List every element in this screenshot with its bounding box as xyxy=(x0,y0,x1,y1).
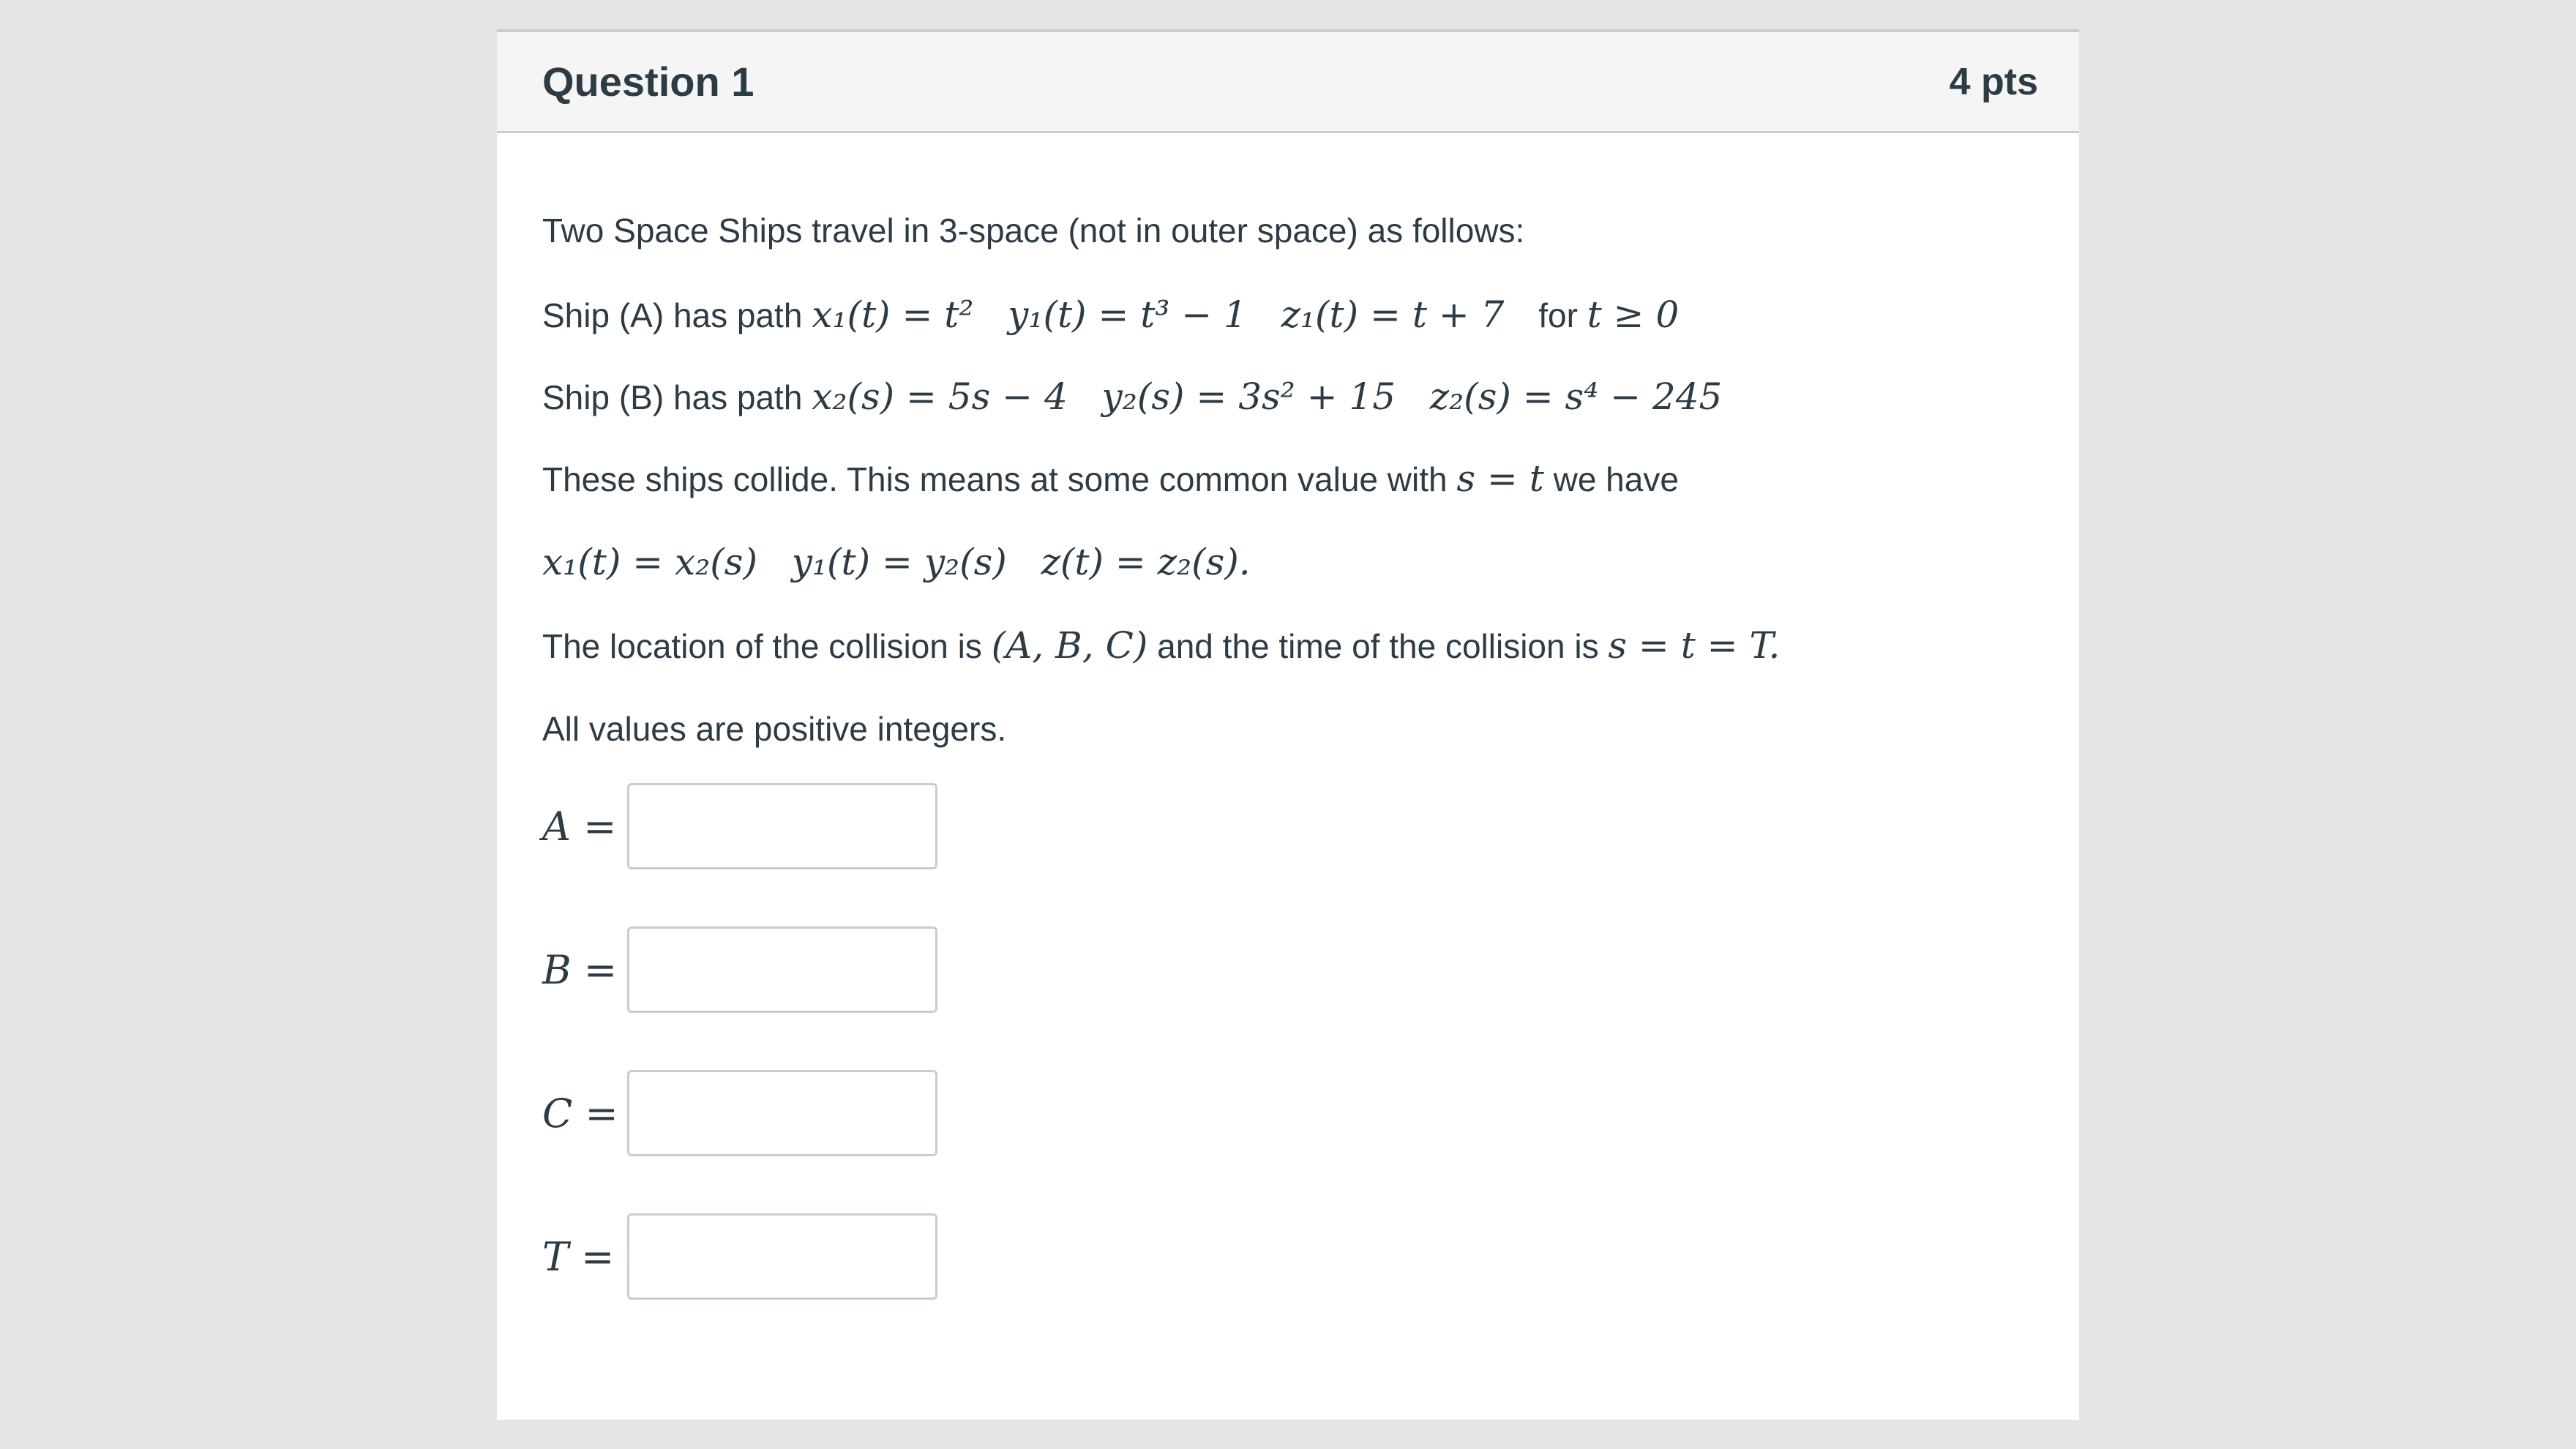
collide-prefix: These ships collide. This means at some common value with xyxy=(542,460,1448,498)
ship-b-y-eq: y₂(s) = 3s² + 15 xyxy=(1101,375,1396,418)
intro-label: Two Space Ships travel in 3-space (not in outer space) as follows: xyxy=(542,211,1525,250)
collide-line xyxy=(542,457,1679,501)
answer-label-a: A = xyxy=(542,803,617,850)
answer-row-b xyxy=(542,926,937,1013)
answer-input-t[interactable] xyxy=(627,1213,937,1300)
ship-a-z-eq: z₁(t) = t + 7 xyxy=(1281,293,1505,336)
ship-b-prefix: Ship (B) has path xyxy=(542,378,803,416)
answer-input-c[interactable] xyxy=(627,1070,937,1156)
ship-a-x-eq: x₁(t) = t² xyxy=(812,293,974,336)
note-line xyxy=(542,707,1006,751)
question-header xyxy=(497,29,2079,133)
ship-b-z-eq: z₂(s) = s⁴ − 245 xyxy=(1429,375,1723,418)
question-points: 4 pts xyxy=(1949,60,2038,103)
eq-x: x₁(t) = x₂(s) xyxy=(542,541,757,583)
collide-suffix: we have xyxy=(1553,460,1679,498)
intro-text xyxy=(542,209,1524,252)
question-title: Question 1 xyxy=(542,59,755,105)
ship-a-condition: t ≥ 0 xyxy=(1587,293,1680,336)
location-time: s = t = T. xyxy=(1608,624,1781,667)
answer-input-a[interactable] xyxy=(627,783,937,869)
answer-input-b[interactable] xyxy=(627,926,937,1013)
ship-a-prefix: Ship (A) has path xyxy=(542,296,803,334)
eq-y: y₁(t) = y₂(s) xyxy=(791,541,1007,583)
eq-z: z(t) = z₂(s). xyxy=(1041,541,1251,583)
answer-row-c xyxy=(542,1070,937,1156)
answer-label-b: B = xyxy=(542,946,618,993)
question-card xyxy=(497,29,2079,1420)
collide-equation: s = t xyxy=(1456,457,1544,500)
answer-label-c: C = xyxy=(542,1090,618,1137)
ship-a-for: for xyxy=(1538,296,1578,334)
location-mid: and the time of the collision is xyxy=(1157,627,1599,665)
location-line xyxy=(542,624,1780,668)
answer-label-t: T = xyxy=(542,1233,615,1280)
ship-b-line xyxy=(542,375,1722,419)
ship-a-y-eq: y₁(t) = t³ − 1 xyxy=(1008,293,1247,336)
note-text: All values are positive integers. xyxy=(542,710,1007,748)
equations-line xyxy=(542,540,1251,585)
answer-row-a xyxy=(542,783,937,869)
ship-a-line xyxy=(542,293,1679,337)
location-prefix: The location of the collision is xyxy=(542,627,982,665)
ship-b-x-eq: x₂(s) = 5s − 4 xyxy=(812,375,1068,418)
answer-row-t xyxy=(542,1213,937,1300)
location-tuple: (A, B, C) xyxy=(991,624,1148,667)
